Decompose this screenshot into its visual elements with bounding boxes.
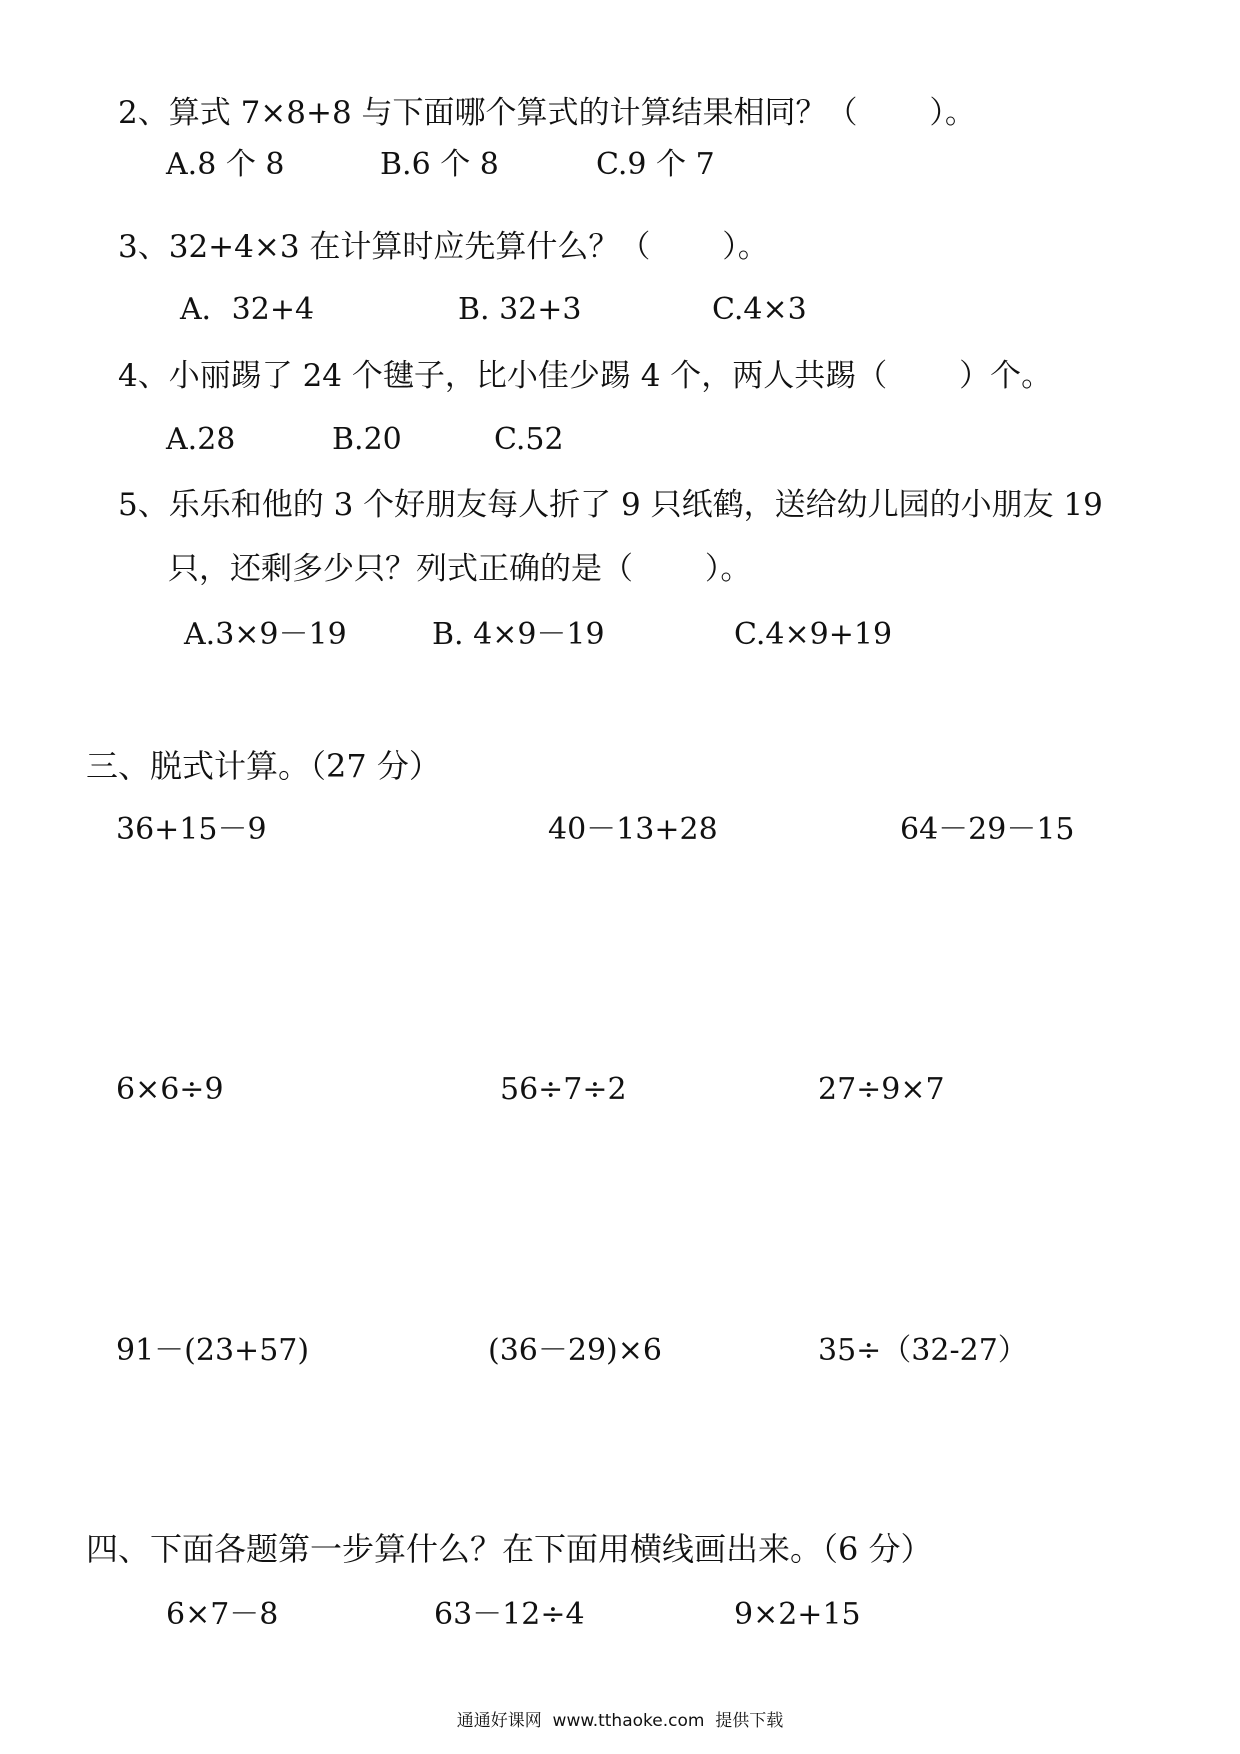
expr-4-1: 6×7－8 bbox=[166, 1597, 279, 1632]
q4-option-b: B.20 bbox=[332, 422, 402, 457]
expr-3-4: 6×6÷9 bbox=[116, 1072, 224, 1107]
section-3-title: 三、脱式计算。（27 分） bbox=[86, 747, 441, 785]
expr-3-3: 64－29－15 bbox=[900, 812, 1075, 847]
q5-option-c: C.4×9+19 bbox=[734, 617, 893, 652]
expr-3-6: 27÷9×7 bbox=[818, 1072, 945, 1107]
expr-4-2: 63－12÷4 bbox=[434, 1597, 585, 1632]
expr-3-5: 56÷7÷2 bbox=[500, 1072, 627, 1107]
question-4: 4、小丽踢了 24 个毽子，比小佳少踢 4 个，两人共踢（ ）个。 bbox=[118, 358, 1053, 394]
expr-4-3: 9×2+15 bbox=[734, 1597, 861, 1632]
question-5: 5、乐乐和他的 3 个好朋友每人折了 9 只纸鹤，送给幼儿园的小朋友 19 bbox=[118, 487, 1103, 523]
expr-3-2: 40－13+28 bbox=[548, 812, 718, 847]
question-3: 3、32+4×3 在计算时应先算什么？（ ）。 bbox=[118, 229, 769, 265]
q5-option-a: A.3×9－19 bbox=[184, 617, 347, 652]
section-4-title: 四、下面各题第一步算什么？在下面用横线画出来。（6 分） bbox=[86, 1530, 933, 1568]
q4-option-c: C.52 bbox=[494, 422, 564, 457]
q3-option-a: A．32+4 bbox=[180, 292, 315, 327]
question-5-continued: 只，还剩多少只？列式正确的是（ ）。 bbox=[168, 551, 752, 587]
question-2: 2、算式 7×8+8 与下面哪个算式的计算结果相同？（ ）。 bbox=[118, 95, 976, 131]
q3-option-c: C.4×3 bbox=[712, 292, 807, 327]
expr-3-8: (36－29)×6 bbox=[488, 1333, 662, 1368]
q2-option-c: C.9 个 7 bbox=[596, 147, 715, 182]
q2-option-a: A.8 个 8 bbox=[166, 147, 285, 182]
q2-option-b: B.6 个 8 bbox=[380, 147, 499, 182]
footer-credit: 通通好课网 www.tthaoke.com 提供下载 bbox=[456, 1711, 784, 1731]
expr-3-9: 35÷（32-27） bbox=[818, 1333, 1028, 1368]
expr-3-1: 36+15－9 bbox=[116, 812, 267, 847]
q4-option-a: A.28 bbox=[166, 422, 236, 457]
q5-option-b: B. 4×9－19 bbox=[432, 617, 605, 652]
q3-option-b: B. 32+3 bbox=[458, 292, 582, 327]
expr-3-7: 91－(23+57) bbox=[116, 1333, 310, 1368]
